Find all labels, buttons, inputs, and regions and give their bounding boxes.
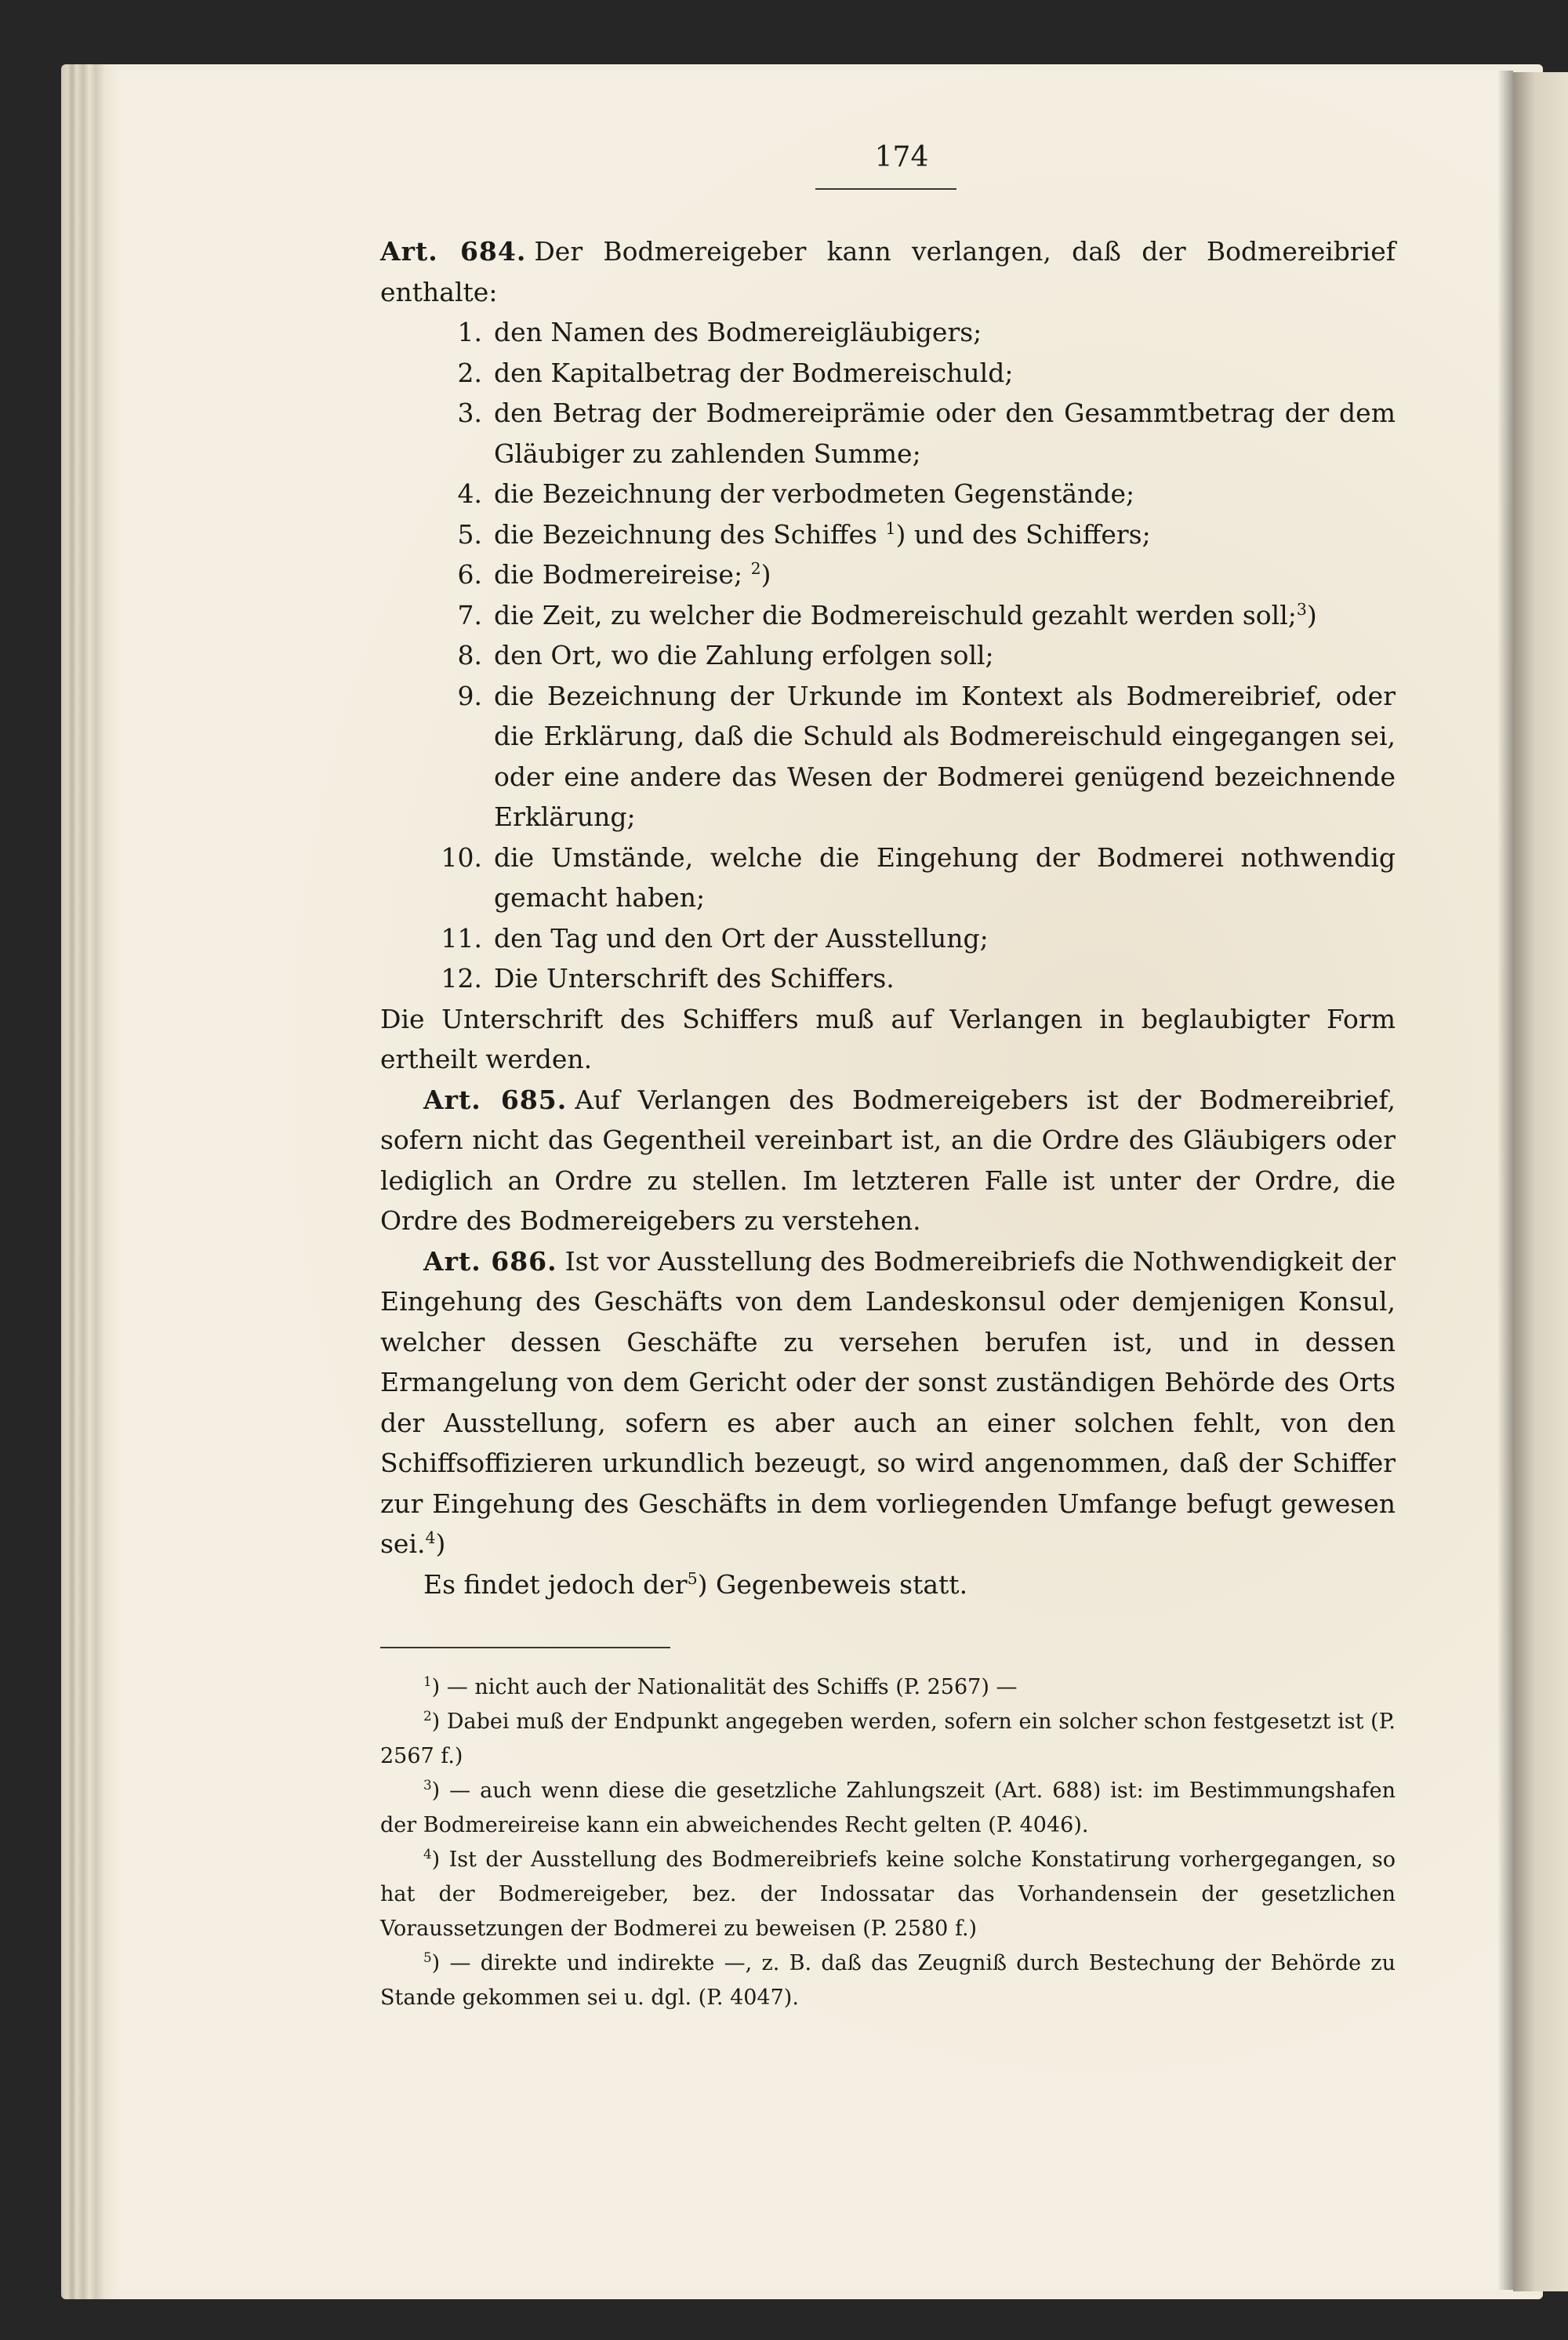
article-heading: Art. 686. (423, 1245, 557, 1277)
list-item (380, 595, 1396, 636)
footnote-mark: 1 (423, 1673, 432, 1689)
item-text: den Namen des Bodmereigläubigers; (494, 317, 982, 347)
footnote-ref: 1 (885, 518, 896, 538)
list-item (380, 838, 1396, 918)
item-text: ) und des Schiffers; (895, 518, 1151, 550)
list-item (380, 353, 1396, 394)
footnote-rule (380, 1647, 670, 1648)
item-number: 6. (457, 559, 482, 590)
facing-page-edge (1513, 72, 1568, 2291)
footnote-text: ) — direkte und indirekte —, z. B. daß das Zeugniß durch Bestechung der Behörde zu Stande gekommen sei u. dgl. (P. 4047). (380, 1951, 1396, 2010)
item-text: ) (760, 559, 771, 590)
list-item (380, 393, 1396, 474)
item-number: 1. (457, 317, 482, 347)
item-number: 12. (441, 963, 482, 994)
article-text: ) (435, 1528, 446, 1559)
footnote-text: ) Ist der Ausstellung des Bodmereibriefs keine solche Konstatirung vorhergegangen, so hat der Bodmereigeber, bez. der Indossatar das Vorhandensein der gesetzlichen Voraussetzungen der Bodmerei zu beweisen (P. 2580 f.) (380, 1848, 1396, 1941)
footnote (380, 1843, 1396, 1946)
article-686-second (380, 1564, 1396, 1605)
article-684-list (380, 312, 1396, 999)
article-685 (380, 1080, 1396, 1241)
item-text: die Bodmereireise; (494, 559, 743, 590)
footnote-ref: 5 (687, 1568, 698, 1588)
list-item (380, 312, 1396, 353)
header-rule (815, 188, 956, 190)
article-text: ) Gegenbeweis statt. (697, 1568, 968, 1600)
item-text: die Bezeichnung der Urkunde im Kontext als Bodmereibrief, oder die Erklärung, daß die Schuld als Bodmereischuld eingegangen sei, oder eine andere das Wesen der Bodmerei genügend bezeichnende Erklärung; (494, 680, 1396, 832)
item-text: ) (1306, 599, 1317, 630)
article-heading: Art. 684. (380, 236, 527, 267)
list-item (380, 514, 1396, 555)
footnote (380, 1670, 1396, 1705)
article-text: Der Bodmereigeber kann verlangen, daß der Bodmereibrief enthalte: (380, 236, 1396, 307)
article-text: Auf Verlangen des Bodmereigebers ist der Bodmereibrief, sofern nicht das Gegentheil vereinbart ist, an die Ordre des Gläubigers oder lediglich an Ordre zu stellen. Im letzteren Falle ist unter der Ordre, die Ordre des Bodmereigebers zu verstehen. (380, 1084, 1396, 1236)
item-text: die Bezeichnung der verbodmeten Gegenstände; (494, 478, 1135, 509)
item-number: 7. (457, 599, 482, 630)
footnote (380, 1705, 1396, 1774)
footnotes (380, 1670, 1396, 2015)
item-number: 3. (457, 398, 482, 428)
footnote-mark: 3 (423, 1777, 432, 1793)
footnote-text: ) Dabei muß der Endpunkt angegeben werden, sofern ein solcher schon festgesetzt ist (P. 2567 f.) (380, 1710, 1396, 1768)
item-number: 11. (441, 922, 482, 954)
article-686 (380, 1241, 1396, 1564)
item-text: die Zeit, zu welcher die Bodmereischuld gezahlt werden soll; (494, 599, 1297, 630)
spine-shadow (1497, 71, 1513, 2290)
footnote-mark: 2 (423, 1708, 432, 1724)
footnote-text: ) — auch wenn diese die gesetzliche Zahlungszeit (Art. 688) ist: im Bestimmungshafen der Bodmereireise kann ein abweichendes Recht gelten (P. 4046). (380, 1779, 1396, 1837)
item-number: 5. (457, 518, 482, 550)
article-text: Ist vor Ausstellung des Bodmereibriefs die Nothwendigkeit der Eingehung des Geschäfts von dem Landeskonsul oder demjenigen Konsul, welcher dessen Geschäfte zu versehen berufen ist, und in dessen Ermangelung von dem Gericht oder der sonst zuständigen Behörde des Orts der Ausstellung, sofern es aber auch an einer solchen fehlt, von den Schiffsoffizieren urkundlich bezeugt, so wird angenommen, daß der Schiffer zur Eingehung des Geschäfts in dem vorliegenden Umfange befugt gewesen sei. (380, 1245, 1396, 1559)
list-item (380, 554, 1396, 595)
footnote-ref: 2 (750, 559, 761, 578)
page-number: 174 (874, 141, 929, 173)
list-item (380, 676, 1396, 838)
item-number: 8. (457, 640, 482, 670)
item-number: 10. (441, 841, 482, 873)
item-text: die Bezeichnung des Schiffes (494, 518, 877, 550)
item-text: den Tag und den Ort der Ausstellung; (494, 922, 989, 954)
list-item (380, 635, 1396, 676)
item-text: Die Unterschrift des Schiffers. (494, 963, 895, 994)
footnote (380, 1946, 1396, 2015)
article-684-intro (380, 231, 1396, 312)
footnote-text: ) — nicht auch der Nationalität des Schiffs (P. 2567) — (431, 1675, 1018, 1699)
footnote-mark: 5 (423, 1949, 432, 1965)
item-text: den Ort, wo die Zahlung erfolgen soll; (494, 640, 994, 670)
article-text: Es findet jedoch der (423, 1568, 688, 1600)
item-number: 2. (457, 357, 482, 388)
article-684-closing: Die Unterschrift des Schiffers muß auf Verlangen in beglaubigter Form ertheilt werden. (380, 1003, 1396, 1074)
list-item (380, 474, 1396, 514)
item-text: die Umstände, welche die Eingehung der Bodmerei nothwendig gemacht haben; (494, 841, 1396, 913)
item-number: 9. (457, 680, 482, 711)
item-text: den Kapitalbetrag der Bodmereischuld; (494, 357, 1014, 388)
footnote-mark: 4 (423, 1846, 432, 1862)
list-item (380, 958, 1396, 999)
main-text (380, 231, 1396, 1604)
item-text: den Betrag der Bodmereiprämie oder den Gesammtbetrag der dem Gläubiger zu zahlenden Summe; (494, 398, 1396, 469)
footnote (380, 1774, 1396, 1843)
footnote-ref: 3 (1296, 599, 1307, 619)
footnote-ref: 4 (425, 1528, 436, 1547)
item-number: 4. (457, 478, 482, 509)
article-heading: Art. 685. (423, 1084, 568, 1115)
list-item (380, 918, 1396, 959)
